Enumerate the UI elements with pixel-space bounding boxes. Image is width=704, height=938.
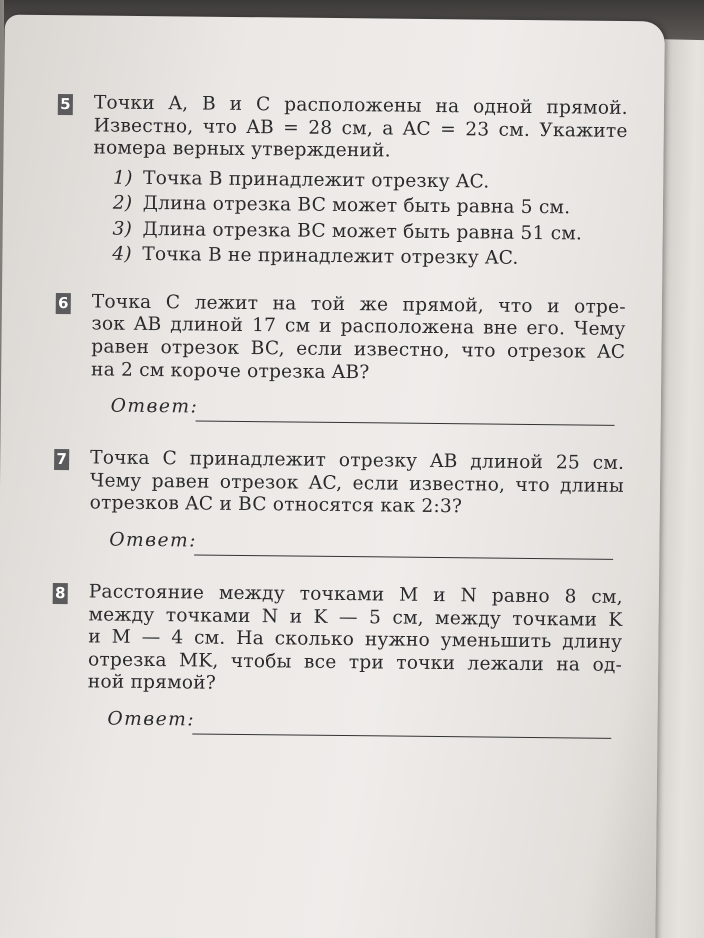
task-text-line: Точки A, B и C расположены на одной прямой.	[93, 92, 628, 119]
answer-label: Ответ:	[110, 395, 199, 418]
task-number: 7	[54, 449, 69, 470]
option-number: 1)	[112, 167, 133, 189]
task-text-line: и M — 4 см. На сколько нужно уменьшить длину	[88, 626, 623, 654]
page-content	[51, 92, 628, 750]
task-number: 5	[58, 94, 73, 115]
answer-options	[92, 167, 627, 275]
option-4	[112, 244, 626, 275]
task-text-line: равен отрезок BC, если известно, что отрезок AC	[91, 336, 626, 363]
answer-field[interactable]	[89, 529, 623, 571]
task-text-line: зок AB длиной 17 см и расположена вне его. Чему	[91, 313, 626, 341]
option-text: Длина отрезка BC может быть равна 51 см.	[142, 218, 583, 245]
task-text-line: Точка C лежит на той же прямой, что и отре-	[91, 291, 626, 318]
task-text-line: ной прямой?	[87, 671, 217, 694]
task-6	[54, 291, 625, 437]
task-number: 6	[56, 293, 71, 314]
option-number: 2)	[112, 192, 133, 215]
task-text-line: отрезка MK, чтобы все три точки лежали на од-	[87, 649, 623, 676]
option-number: 3)	[112, 218, 133, 240]
answer-line[interactable]	[192, 733, 611, 738]
task-text-line: Чему равен отрезок AC, если известно, что длины	[89, 470, 625, 497]
task-text-line: на 2 см короче отрезка AB?	[90, 358, 370, 383]
answer-label: Ответ:	[109, 529, 198, 552]
answer-line[interactable]	[194, 554, 613, 559]
answer-field[interactable]	[90, 396, 624, 438]
task-8	[51, 581, 623, 750]
task-text-line: Точка C принадлежит отрезку AB длиной 25 см.	[90, 447, 625, 475]
task-text-line: Расстояние между точками M и N равно 8 см,	[88, 581, 623, 608]
task-text-line: Известно, что AB = 28 см, а AC = 23 см. Укажите	[93, 114, 628, 142]
option-text: Точка B принадлежит отрезку AC.	[142, 167, 490, 193]
answer-field[interactable]	[87, 708, 621, 750]
answer-label: Ответ:	[107, 708, 196, 731]
option-number: 4)	[112, 243, 132, 266]
task-5	[56, 92, 628, 275]
option-text: Длина отрезка BC может быть равна 5 см.	[142, 193, 571, 219]
option-text: Точка B не принадлежит отрезку AC.	[142, 244, 519, 270]
task-text-line: отрезков AC и BC относятся как 2:3?	[89, 492, 463, 518]
task-7	[53, 447, 624, 571]
task-text-line: номера верных утверждений.	[93, 137, 391, 162]
task-number: 8	[53, 583, 68, 604]
answer-line[interactable]	[196, 421, 615, 426]
task-text-line: между точками N и K — 5 см, между точками K	[88, 603, 623, 631]
